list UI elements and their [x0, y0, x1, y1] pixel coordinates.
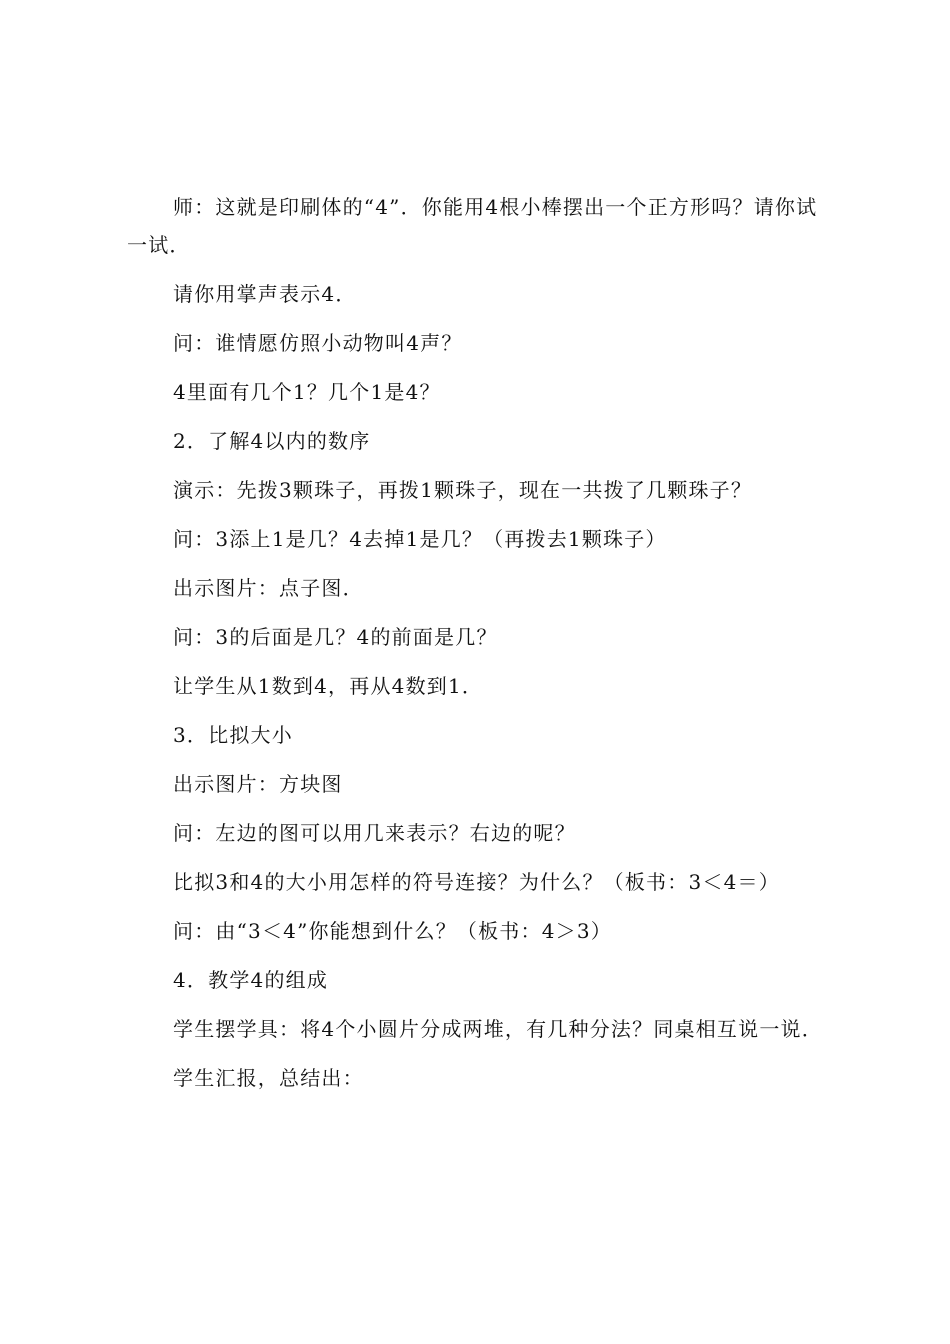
paragraph: 演示：先拨3颗珠子，再拨1颗珠子，现在一共拨了几颗珠子？	[173, 478, 753, 502]
section-heading: 2．了解4以内的数序	[173, 429, 371, 453]
section-heading: 3．比拟大小	[173, 723, 293, 747]
paragraph: 4里面有几个1？几个1是4？	[173, 380, 441, 404]
document-body	[127, 188, 832, 1108]
paragraph: 请你用掌声表示4．	[173, 282, 357, 306]
paragraph: 学生汇报，总结出：	[173, 1066, 364, 1090]
paragraph: 问：谁情愿仿照小动物叫4声？	[173, 331, 463, 355]
paragraph: 出示图片：点子图．	[173, 576, 364, 600]
paragraph: 问：3的后面是几？4的前面是几？	[173, 625, 498, 649]
paragraph: 师：这就是印刷体的“4”．你能用4根小棒摆出一个正方形吗？请你试一试．	[127, 195, 818, 257]
section-heading: 4．教学4的组成	[173, 968, 329, 992]
paragraph: 问：3添上1是几？4去掉1是几？（再拨去1颗珠子）	[173, 527, 667, 551]
paragraph: 让学生从1数到4，再从4数到1．	[173, 674, 484, 698]
paragraph: 出示图片：方块图	[173, 772, 343, 796]
paragraph: 比拟3和4的大小用怎样的符号连接？为什么？（板书：3＜4＝）	[173, 870, 780, 894]
paragraph: 学生摆学具：将4个小圆片分成两堆，有几种分法？同桌相互说一说．	[173, 1017, 823, 1041]
paragraph: 问：左边的图可以用几来表示？右边的呢？	[173, 821, 576, 845]
paragraph: 问：由“3＜4”你能想到什么？（板书：4＞3）	[173, 919, 612, 943]
